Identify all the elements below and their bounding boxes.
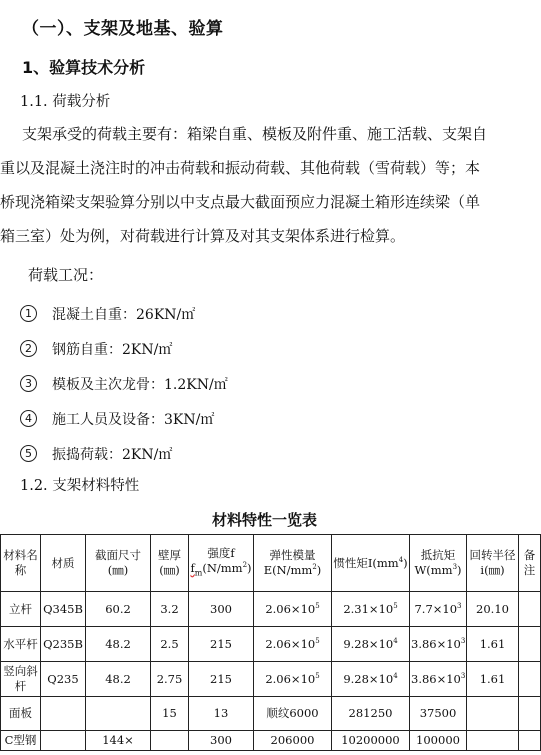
header-strength: 强度f (207, 545, 235, 560)
header-cell: 抵抗矩$W(mm^3)$ (410, 535, 467, 592)
table-cell: 300 (189, 592, 254, 627)
header-cell: 材质 (41, 535, 86, 592)
load-paragraph (0, 117, 529, 253)
paragraph-line: 重以及混凝土浇注时的冲击荷载和振动荷载、其他荷载（雪荷载）等；本 (0, 159, 481, 177)
table-cell: 13 (189, 697, 254, 731)
heading-checking-analysis: 1、验算技术分析 (22, 58, 146, 77)
circled-number: 1 (20, 305, 37, 322)
table-cell: 立杆 (1, 592, 41, 627)
table-cell (519, 592, 541, 627)
table-row (1, 731, 541, 751)
paragraph-line: 支架承受的荷载主要有：箱梁自重、模板及附件重、施工活载、支架自 (22, 125, 488, 143)
table-cell (467, 697, 519, 731)
paragraph-line: 桥现浇箱梁支架验算分别以中支点最大截面预应力混凝土箱形连续梁（单 (0, 193, 481, 211)
load-item (20, 366, 228, 401)
table-row (1, 592, 541, 627)
table-cell (151, 731, 189, 751)
load-text: 钢筋自重：2KN/㎡ (52, 341, 173, 358)
table-cell (519, 662, 541, 697)
table-cell: 3.2 (151, 592, 189, 627)
load-text: 施工人员及设备：3KN/㎡ (52, 411, 215, 428)
table-cell: 1.61 (467, 627, 519, 662)
load-text: 混凝土自重：26KN/㎡ (52, 306, 196, 323)
table-row (1, 662, 541, 697)
header-cell: 弹性模量$E(N/mm^2)$ (254, 535, 332, 592)
table-cell: $9.28\times 10^4$ (332, 627, 410, 662)
heading-material-properties: 1.2. 支架材料特性 (20, 478, 140, 494)
table-cell (519, 697, 541, 731)
table-cell: 15 (151, 697, 189, 731)
header-cell: 截面尺寸(㎜) (86, 535, 151, 592)
table-cell (86, 697, 151, 731)
table-cell: 1.61 (467, 662, 519, 697)
table-cell: Q235 (41, 662, 86, 697)
table-cell: 面板 (1, 697, 41, 731)
table-cell: 206000 (254, 731, 332, 751)
header-cell: 惯性矩$I(mm^4)$ (332, 535, 410, 592)
table-cell: 144× (86, 731, 151, 751)
load-item (20, 331, 228, 366)
table-cell: $7.7\times 10^3$ (410, 592, 467, 627)
load-item (20, 296, 228, 331)
circled-number: 5 (20, 445, 37, 462)
load-item (20, 401, 228, 436)
table-cell: 300 (189, 731, 254, 751)
table-cell: 48.2 (86, 627, 151, 662)
table-cell: $3.86\times 10^3$ (410, 627, 467, 662)
table-cell (41, 697, 86, 731)
circled-number: 4 (20, 410, 37, 427)
table-cell: $2.06\times 10^5$ (254, 592, 332, 627)
paragraph-line: 箱三室）处为例，对荷载进行计算及对其支架体系进行检算。 (0, 227, 406, 245)
table-cell: 215 (189, 662, 254, 697)
table-cell: Q345B (41, 592, 86, 627)
table-cell: 100000 (410, 731, 467, 751)
table-cell: $2.06\times 10^5$ (254, 662, 332, 697)
table-cell: C型钢 (1, 731, 41, 751)
table-title: 材料特性一览表 (211, 511, 317, 529)
load-text: 振捣荷载：2KN/㎡ (52, 446, 173, 463)
table-cell (519, 731, 541, 751)
header-cell: 壁厚(㎜) (151, 535, 189, 592)
table-cell: 37500 (410, 697, 467, 731)
table-row (1, 697, 541, 731)
table-cell (467, 731, 519, 751)
header-cell: 回转半径i(㎜) (467, 535, 519, 592)
table-cell: 20.10 (467, 592, 519, 627)
table-cell: 281250 (332, 697, 410, 731)
table-cell (519, 627, 541, 662)
circled-number: 3 (20, 375, 37, 392)
header-cell: 强度f $f_m(N/mm^2)$ (189, 535, 254, 592)
table-cell: 10200000 (332, 731, 410, 751)
table-cell: 水平杆 (1, 627, 41, 662)
load-cases-list (20, 296, 228, 471)
table-cell: $3.86\times 10^3$ (410, 662, 467, 697)
table-cell (41, 731, 86, 751)
table-cell: $2.31\times 10^5$ (332, 592, 410, 627)
load-item (20, 436, 228, 471)
table-cell: 60.2 (86, 592, 151, 627)
table-row (1, 627, 541, 662)
heading-supports-foundation: （一）、支架及地基、验算 (22, 19, 224, 39)
table-cell: Q235B (41, 627, 86, 662)
table-cell: 2.5 (151, 627, 189, 662)
circled-number: 2 (20, 340, 37, 357)
table-header-row (1, 535, 541, 592)
strength-symbol: $f_m$ (190, 560, 203, 578)
load-cases-label: 荷载工况： (28, 266, 104, 284)
header-cell: 材料名称 (1, 535, 41, 592)
header-cell: 备注 (519, 535, 541, 592)
table-cell: $9.28\times 10^4$ (332, 662, 410, 697)
table-cell: $2.06\times 10^5$ (254, 627, 332, 662)
load-text: 模板及主次龙骨：1.2KN/㎡ (52, 376, 228, 393)
table-cell: 48.2 (86, 662, 151, 697)
table-cell: 2.75 (151, 662, 189, 697)
table-cell: 215 (189, 627, 254, 662)
table-cell: 顺纹6000 (254, 697, 332, 731)
material-properties-table (0, 534, 541, 751)
heading-load-analysis: 1.1. 荷载分析 (20, 94, 111, 110)
table-cell: 竖向斜杆 (1, 662, 41, 697)
